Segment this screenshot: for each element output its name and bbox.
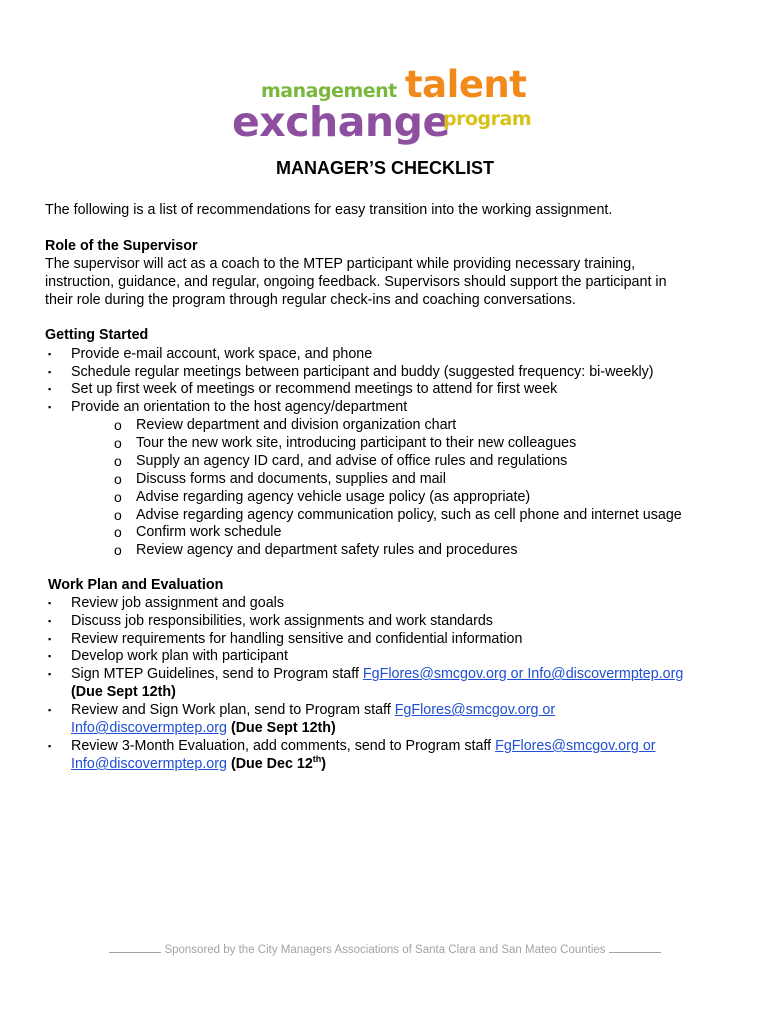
list-item-continued [71, 755, 326, 773]
item-text: Sign MTEP Guidelines, send to Program staff [71, 666, 363, 682]
list-item: Review requirements for handling sensitive and confidential information [71, 631, 523, 647]
email-link[interactable]: FgFlores@smcgov.org or [394, 702, 556, 718]
logo-management: management [261, 80, 397, 102]
supervisor-line: The supervisor will act as a coach to the MTEP participant while providing necessary training, [45, 256, 636, 272]
mtep-logo [230, 62, 550, 152]
list-item: Review job assignment and goals [71, 595, 284, 611]
email-link[interactable]: FgFlores@smcgov.org or Info@discovermptep.org [362, 666, 684, 682]
circle-bullet-icon: o [114, 435, 122, 451]
sub-list-item: Advise regarding agency communication policy, such as cell phone and internet usage [136, 507, 682, 523]
circle-bullet-icon: o [114, 507, 122, 523]
email-link[interactable]: Info@discovermptep.org [71, 720, 227, 736]
list-item [71, 701, 555, 719]
list-item-continued [71, 719, 336, 737]
sub-list-item: Tour the new work site, introducing participant to their new colleagues [136, 435, 577, 451]
email-link[interactable]: Info@discovermptep.org [71, 756, 227, 772]
bullet-icon: ▪ [48, 598, 52, 608]
list-item: Set up first week of meetings or recommend meetings to attend for first week [71, 381, 558, 397]
due-date: (Due Sept 12th) [226, 720, 336, 736]
circle-bullet-icon: o [114, 524, 122, 540]
sub-list-item: Confirm work schedule [136, 524, 282, 540]
bullet-icon: ▪ [48, 651, 52, 661]
logo-program: program [443, 108, 532, 130]
circle-bullet-icon: o [114, 489, 122, 505]
footer-text: Sponsored by the City Managers Associations of Santa Clara and San Mateo Counties [164, 944, 606, 956]
bullet-icon: ▪ [48, 349, 52, 359]
list-item: Schedule regular meetings between participant and buddy (suggested frequency: bi-weekly) [71, 364, 654, 380]
sub-list-item: Discuss forms and documents, supplies and mail [136, 471, 446, 487]
footer-rule [609, 952, 661, 953]
intro-text: The following is a list of recommendations for easy transition into the working assignment. [45, 202, 613, 218]
bullet-icon: ▪ [48, 634, 52, 644]
circle-bullet-icon: o [114, 453, 122, 469]
bullet-icon: ▪ [48, 669, 52, 679]
bullet-icon: ▪ [48, 384, 52, 394]
sub-list-item: Supply an agency ID card, and advise of office rules and regulations [136, 453, 568, 469]
circle-bullet-icon: o [114, 471, 122, 487]
sub-list-item: Advise regarding agency vehicle usage policy (as appropriate) [136, 489, 531, 505]
supervisor-line: instruction, guidance, and regular, ongoing feedback. Supervisors should support the participant in [45, 274, 667, 290]
list-item: Discuss job responsibilities, work assignments and work standards [71, 613, 493, 629]
due-date: (Due Dec 12th) [226, 754, 327, 772]
list-item: Develop work plan with participant [71, 648, 288, 664]
due-date: (Due Sept 12th) [71, 684, 176, 700]
list-item: Provide e-mail account, work space, and phone [71, 346, 373, 362]
list-item [71, 665, 683, 683]
circle-bullet-icon: o [114, 417, 122, 433]
email-link[interactable]: FgFlores@smcgov.org or [495, 738, 656, 754]
bullet-icon: ▪ [48, 616, 52, 626]
logo-talent: talent [405, 63, 527, 106]
bullet-icon: ▪ [48, 367, 52, 377]
footer-rule [109, 952, 161, 953]
bullet-icon: ▪ [48, 705, 52, 715]
supervisor-heading: Role of the Supervisor [45, 238, 198, 254]
getting-started-heading: Getting Started [45, 327, 149, 343]
item-text: Review 3-Month Evaluation, add comments, send to Program staff [71, 738, 496, 754]
supervisor-line: their role during the program through regular check-ins and coaching conversations. [45, 292, 576, 308]
work-plan-heading: Work Plan and Evaluation [48, 577, 224, 593]
page-title: MANAGER’S CHECKLIST [275, 158, 494, 178]
sub-list-item: Review department and division organization chart [136, 417, 457, 433]
bullet-icon: ▪ [48, 741, 52, 751]
sub-list-item: Review agency and department safety rules and procedures [136, 542, 518, 558]
footer-sponsor [0, 944, 770, 956]
bullet-icon: ▪ [48, 402, 52, 412]
item-text: Review and Sign Work plan, send to Program staff [71, 702, 395, 718]
list-item: Provide an orientation to the host agency/department [71, 399, 408, 415]
circle-bullet-icon: o [114, 542, 122, 558]
logo-exchange: exchange [232, 98, 450, 146]
list-item [71, 737, 656, 755]
